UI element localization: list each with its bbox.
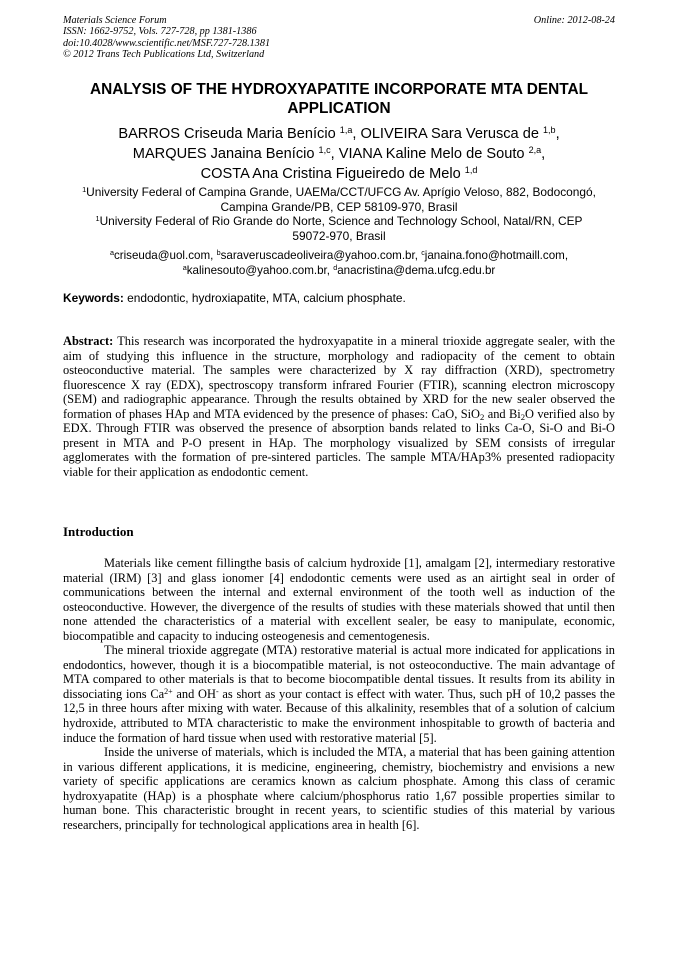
intro-paragraph-3: Inside the universe of materials, which is included the MTA, a material that has been gaining attention in various different applications, it is medicine, engineering, chemistry, biochemistry and envisions a new variety of specific applications are ceramics known as calcium phosphate. Among this class of ceramic hydroxyapatite (HAp) is a phosphate where calcium/phosphorus ratio 1,67 possible properties similar to human bone. This characteristic brought in recent years, to scientific studies of this material by various researchers, principally for technological applications area in health [6]. <box>63 745 615 832</box>
email-mark: a <box>182 262 187 272</box>
paper-title <box>63 80 615 118</box>
charge-superscript: 2+ <box>164 686 173 696</box>
author-affil-mark: 1,a <box>339 125 353 136</box>
online-date: Online: 2012-08-24 <box>533 15 615 26</box>
title-line-1: ANALYSIS OF THE HYDROXYAPATITE INCORPORATE MTA DENTAL <box>90 81 588 98</box>
abstract <box>63 334 615 479</box>
affiliation-1-cont: Campina Grande/PB, CEP 58109-970, Brasil <box>220 199 458 214</box>
abstract-label: Abstract: <box>63 334 114 348</box>
keywords-label: Keywords: <box>63 291 124 305</box>
intro-paragraph-1: Materials like cement fillingthe basis of calcium hydroxide [1], amalgam [2], intermediary restorative material (IRM) [3] and glass ionomer [4] endodontic cements were used as an airtight seal in order of communications between the internal and external environment of the tooth well as induction of the osteoconductive. However, the divergence of the results of studies with these materials showed that until then none attended the characteristics of a material with excellent sealer, be easy to manipulate, economic, biocompatible and capacity to inducing osteogenesis and cementogenesis. <box>63 556 615 643</box>
abstract-subscript: 2 <box>520 411 526 422</box>
affiliation-mark: 1 <box>82 184 87 194</box>
author-line-1: BARROS Criseuda Maria Benício $^{1,a}$, OLIVEIRA Sara Verusca de $^{1,b}$, <box>118 125 560 142</box>
author-name: COSTA Ana Cristina Figueiredo de Melo <box>200 166 461 182</box>
intro-text: The mineral trioxide aggregate (MTA) restorative material is actual more indicated for applications in endodontics, however, though it is a biocompatible material, is not osteoconductive. The main advantage of MTA compared to other materials is that to become biocompatible dental tissues. It results from its ability in dissociating ions Ca <box>63 643 615 701</box>
intro-text: and OH <box>172 686 216 701</box>
journal-name: Materials Science Forum <box>63 15 167 26</box>
abstract-text-1: This research was incorporated the hydroxyapatite in a mineral trioxide aggregate sealer, with the aim of studying this influence in the structure, morphology and radiopacity of the cement to obtain osteoconductive material. The samples were characterized by X ray diffraction (XRD), spectrometry fluorescence X ray (EDX), spectroscopy transform infrared Fourier (FTIR), scanning electron microscopy (SEM) and radiographic appearance. Through the results obtained by XRD for the new sealer observed the formation of phases HAp and MTA evidenced by the presence of phases: CaO, SiO <box>63 334 616 421</box>
affiliation-text: University Federal of Campina Grande, UAEMa/CCT/UFCG Av. Aprígio Veloso, 882, Bodocongó, <box>86 185 596 199</box>
section-heading: Introduction <box>63 524 134 539</box>
email-mark: b <box>216 248 221 258</box>
email-link[interactable]: criseuda@uol.com <box>113 249 211 262</box>
abstract-subscript: 2 <box>480 411 485 422</box>
introduction-body <box>63 556 615 832</box>
doi-line: doi:10.4028/www.scientific.net/MSF.727-728.1381 <box>63 37 271 49</box>
email-mark: d <box>333 262 338 272</box>
author-emails <box>63 249 615 278</box>
author-line-3 <box>63 164 615 184</box>
email-link[interactable]: janaina.fono@hotmaill.com <box>424 249 565 262</box>
journal-header <box>63 15 270 61</box>
email-link[interactable]: kalinesouto@yahoo.com.br <box>186 263 327 277</box>
author-name: MARQUES Janaina Benício <box>132 146 315 162</box>
charge-superscript: - <box>215 686 219 696</box>
keywords-text: endodontic, hydroxiapatite, MTA, calcium phosphate. <box>127 291 406 305</box>
intro-paragraph-2 <box>63 643 615 745</box>
author-affil-mark: 2,a <box>528 145 542 156</box>
author-name: VIANA Kaline Melo de Souto <box>338 146 525 162</box>
email-mark: c <box>421 248 425 258</box>
copyright-line: © 2012 Trans Tech Publications Ltd, Switzerland <box>63 49 265 61</box>
email-line-1: $^a$criseuda@uol.com, $^b$saraveruscadeoliveira@yahoo.com.br, $^c$janaina.fono@hotmaill.com, <box>109 248 569 262</box>
author-affil-mark: 1,d <box>464 165 478 176</box>
email-link[interactable]: saraveruscadeoliveira@yahoo.com.br <box>220 249 415 262</box>
author-affil-mark: 1,c <box>318 145 331 156</box>
intro-text: as short as your contact is effect with water. Thus, such pH of 10,2 passes the 12,5 in three hours after mixing with water. Because of this alkalinity, resembles that of a solution of calcium hydroxide, attributed to MTA characteristic to make the environment inhospitable to growth of bacteria and induce the formation of hard tissue when used with restorative material [5]. <box>63 686 615 745</box>
title-line-2: APPLICATION <box>287 100 391 117</box>
abstract-text-2: and Bi <box>484 406 521 421</box>
author-name: BARROS Criseuda Maria Benício <box>118 126 336 142</box>
author-line-2: MARQUES Janaina Benício $^{1,c}$, VIANA Kaline Melo de Souto $^{2,a}$, <box>132 145 546 162</box>
author-affil-mark: 1,b <box>543 125 556 136</box>
abstract-text-3: O verified also by EDX. Through FTIR was observed the presence of absorption bands related to links Ca-O, Si-O and Bi-O present in MTA and P-O present in HAp. The morphology visualized by SEM consists of irregular agglomerates with the formation of pre-sintered particles. The sample MTA/HAp3% presented radiopacity viable for their application as endodontic cement. <box>63 406 616 479</box>
affiliations <box>63 185 615 243</box>
issn-line: ISSN: 1662-9752, Vols. 727-728, pp 1381-1386 <box>63 26 257 38</box>
author-list <box>63 124 615 184</box>
affiliation-2-cont: 59072-970, Brasil <box>292 228 386 243</box>
affiliation-1 <box>63 185 615 200</box>
email-mark: a <box>109 248 114 258</box>
affiliation-text: University Federal of Rio Grande do Norte, Science and Technology School, Natal/RN, CEP <box>99 214 583 229</box>
email-link[interactable]: anacristina@dema.ufcg.edu.br <box>337 263 496 277</box>
author-name: OLIVEIRA Sara Verusca de <box>360 126 539 142</box>
keywords <box>63 291 615 306</box>
affiliation-mark: 1 <box>95 214 100 224</box>
email-line-2: $^a$kalinesouto@yahoo.com.br, $^d$anacristina@dema.ufcg.edu.br <box>182 262 496 277</box>
affiliation-2 <box>63 214 615 229</box>
